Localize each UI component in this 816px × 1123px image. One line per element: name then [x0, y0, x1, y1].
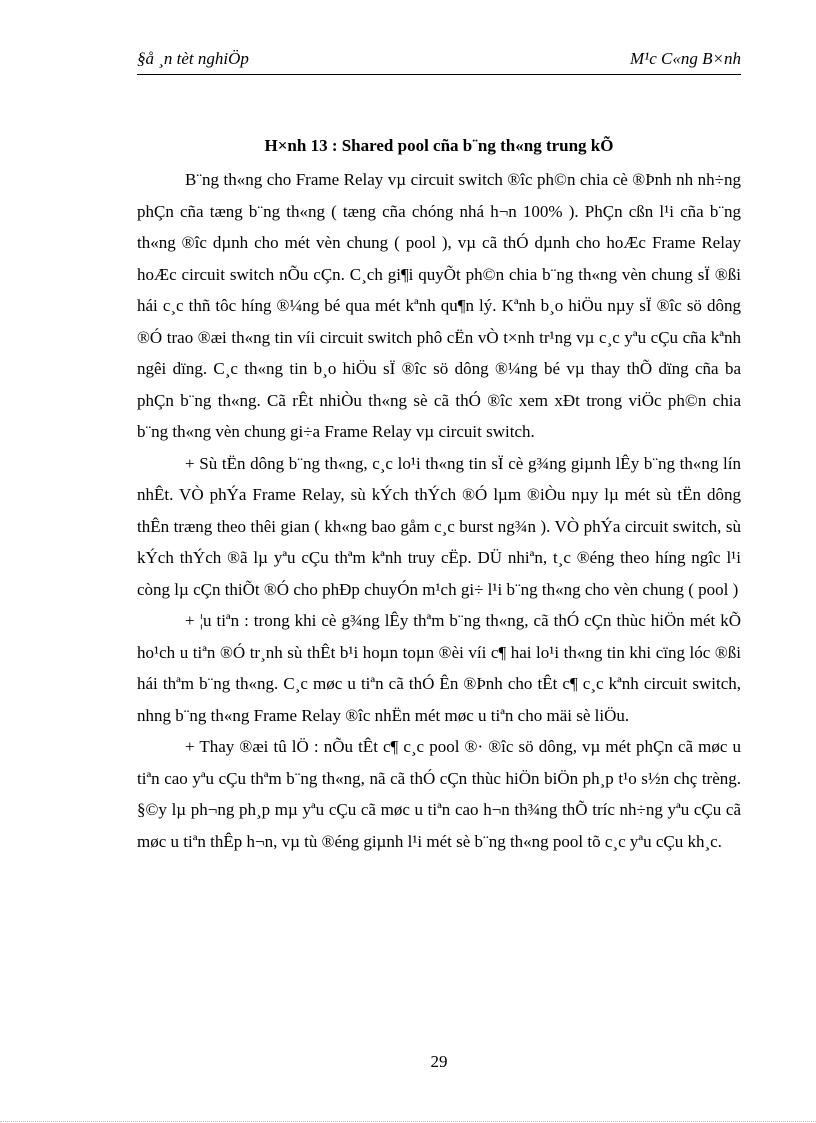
header-divider [137, 74, 741, 75]
body-text [137, 164, 741, 857]
header-title: §å ¸n tèt nghiÖp [137, 49, 249, 68]
page-header [137, 49, 741, 73]
page-number: 29 [430, 1052, 448, 1071]
paragraph: + Thay ®æi tû lÖ : nÕu tÊt c¶ c¸c pool ®· ®îc sö dông, vµ mét phÇn cã møc u tiªn cao yªu cÇu thªm b¨ng th«ng, nã cã thÓ cÇn thùc hiÖn biÖn ph¸p t¹o s½n chç trèng. §©y lµ ph¬ng ph¸p mµ yªu cÇu cã møc u tiªn cao h¬n th¾ng thÕ tríc nh÷ng yªu cÇu cã møc u tiªn thÊp h¬n, vµ tù ®éng giµnh l¹i mét sè b¨ng th«ng pool tõ c¸c yªu cÇu kh¸c. [137, 737, 741, 851]
paragraph: + ¦u tiªn : trong khi cè g¾ng lÊy thªm b¨ng th«ng, cã thÓ cÇn thùc hiÖn mét kÕ ho¹ch u tiªn ®Ó tr¸nh sù thÊt b¹i hoµn toµn ®èi víi c¶ hai lo¹i th«ng tin khi cïng lóc ®ßi hái thªm b¨ng th«ng. C¸c møc u tiªn cã thÓ Ên ®Þnh cho tÊt c¶ c¸c kªnh circuit switch, nhng b¨ng th«ng Frame Relay ®îc nhËn mét møc u tiªn cho mäi sè liÖu. [137, 611, 741, 725]
figure-caption: H×nh 13 : Shared pool cña b¨ng th«ng trung kÕ [264, 136, 614, 155]
paragraph: B¨ng th«ng cho Frame Relay vµ circuit switch ®îc ph©n chia cè ®Þnh nh nh÷ng phÇn cña tæng b¨ng th«ng ( tæng cña chóng nhá h¬n 100% ). PhÇn cßn l¹i cña b¨ng th«ng ®îc dµnh cho mét vèn chung ( pool ), vµ cã thÓ dµnh cho hoÆc Frame Relay hoÆc circuit switch nÕu cÇn. C¸ch gi¶i quyÕt ph©n chia b¨ng th«ng vèn chung sÏ ®ßi hái c¸c thñ tôc híng ®¼ng bé qua mét kªnh qu¶n lý. Kªnh b¸o hiÖu nµy sÏ ®îc sö dông ®Ó trao ®æi th«ng tin víi circuit switch phô cËn vÒ t×nh tr¹ng vµ c¸c yªu cÇu cña kªnh ngêi dïng. C¸c th«ng tin b¸o hiÖu sÏ ®îc sö dông ®¼ng bé vµ thay thÕ dïng cña ba phÇn b¨ng th«ng. Cã rÊt nhiÒu th«ng sè cã thÓ ®îc xem xÐt trong viÖc ph©n chia b¨ng th«ng vèn chung gi÷a Frame Relay vµ circuit switch. [137, 170, 741, 441]
header-author: M¹c C«ng B×nh [630, 49, 741, 68]
footer-divider [0, 1121, 816, 1122]
paragraph: + Sù tËn dông b¨ng th«ng, c¸c lo¹i th«ng tin sÏ cè g¾ng giµnh lÊy b¨ng th«ng lín nhÊt. VÒ phÝa Frame Relay, sù kÝch thÝch ®Ó lµm ®iÒu nµy lµ mét sù tËn dông thÊn træng theo thêi gian ( kh«ng bao gåm c¸c burst ng¾n ). VÒ phÝa circuit switch, sù kÝch thÝch ®ã lµ yªu cÇu thªm kªnh truy cËp. DÜ nhiªn, t¸c ®éng theo híng ngîc l¹i còng lµ cÇn thiÕt ®Ó cho phÐp chuyÓn m¹ch gi÷ l¹i b¨ng th«ng cho vèn chung ( pool ) [137, 453, 741, 599]
